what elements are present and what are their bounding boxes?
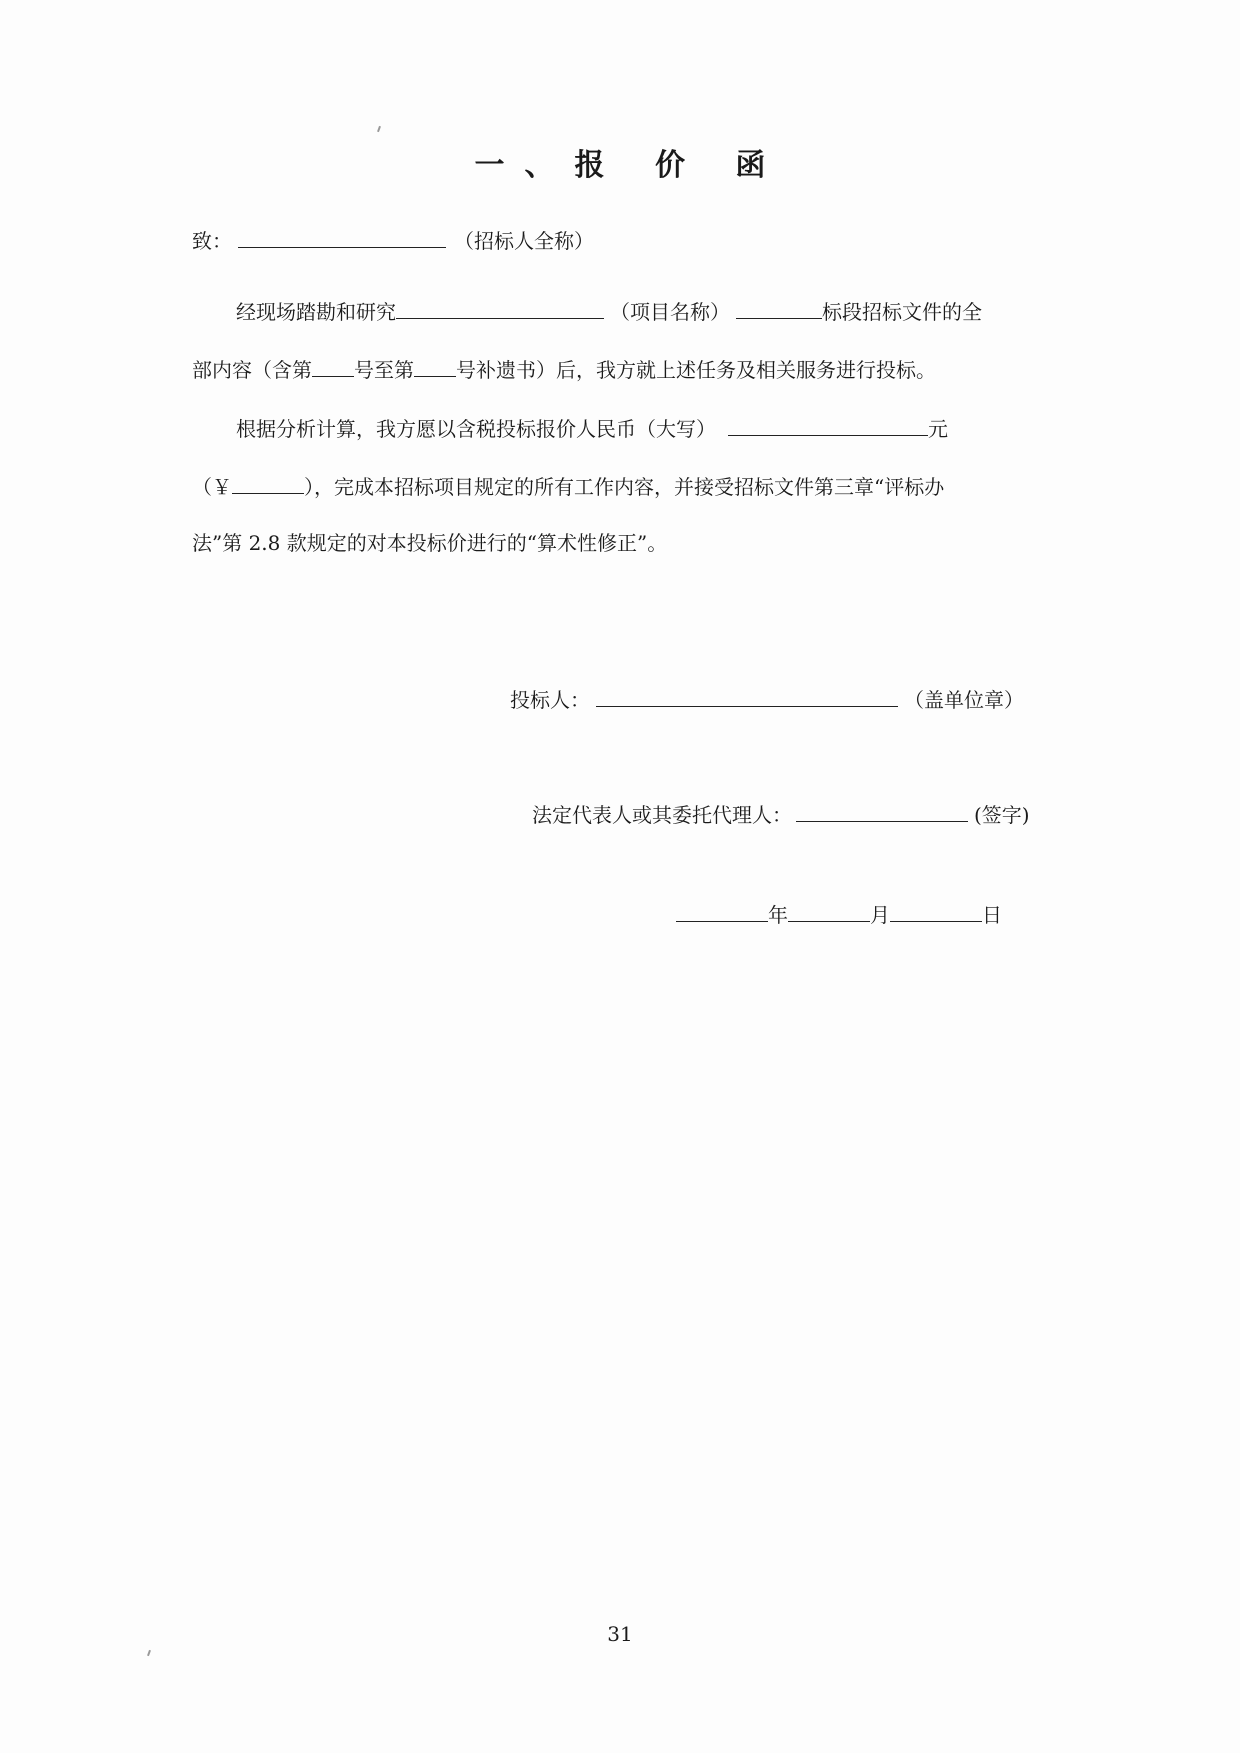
para2-text: 法”第 2.8 款规定的对本投标价进行的“算术性修正”。 (192, 531, 668, 555)
para2-text: （￥ (192, 475, 232, 499)
paragraph1-line1 (236, 299, 982, 325)
scan-speck (147, 1650, 151, 1656)
representative-line (532, 802, 1030, 828)
addendum-to-blank[interactable] (414, 358, 456, 377)
para1-text: 标段招标文件的全 (822, 300, 982, 324)
document-title: 一、报 价 函 (474, 148, 786, 183)
para1-text: 经现场踏勘和研究 (236, 300, 396, 324)
para1-text: 号至第 (354, 358, 414, 382)
year-label: 年 (768, 903, 788, 927)
addendum-from-blank[interactable] (312, 358, 354, 377)
addressee-suffix: （招标人全称） (454, 229, 594, 253)
price-in-figures-blank[interactable] (232, 475, 304, 494)
addressee-prefix: 致： (192, 229, 232, 253)
section-blank[interactable] (736, 300, 822, 319)
project-name-blank[interactable] (396, 300, 604, 319)
bidder-suffix: （盖单位章） (904, 688, 1024, 712)
bidder-line (510, 687, 1024, 713)
year-blank[interactable] (676, 903, 768, 922)
addressee-blank[interactable] (238, 229, 446, 248)
para2-text: 根据分析计算，我方愿以含税投标报价人民币（大写） (236, 417, 716, 441)
day-blank[interactable] (890, 903, 982, 922)
paragraph2-line3 (192, 530, 667, 556)
paragraph2-line1 (236, 416, 948, 442)
date-line (676, 902, 1002, 928)
bidder-label: 投标人： (510, 688, 590, 712)
day-label: 日 (982, 903, 1002, 927)
representative-suffix: (签字) (974, 803, 1030, 827)
paragraph1-line2 (192, 357, 936, 383)
addressee-line (192, 228, 594, 254)
paragraph2-line2 (192, 474, 944, 500)
month-blank[interactable] (788, 903, 870, 922)
para1-text: 部内容（含第 (192, 358, 312, 382)
para1-text: （项目名称） (610, 300, 730, 324)
representative-signature-blank[interactable] (796, 803, 968, 822)
para1-text: 号补遗书）后，我方就上述任务及相关服务进行投标。 (456, 358, 936, 382)
scan-speck (377, 126, 381, 132)
month-label: 月 (870, 903, 890, 927)
page-number: 31 (607, 1622, 633, 1646)
price-in-words-blank[interactable] (728, 417, 928, 436)
para2-text: ），完成本招标项目规定的所有工作内容，并接受招标文件第三章“评标办 (304, 475, 945, 499)
bidder-blank[interactable] (596, 688, 898, 707)
representative-label: 法定代表人或其委托代理人： (532, 803, 792, 827)
para2-text: 元 (928, 417, 948, 441)
